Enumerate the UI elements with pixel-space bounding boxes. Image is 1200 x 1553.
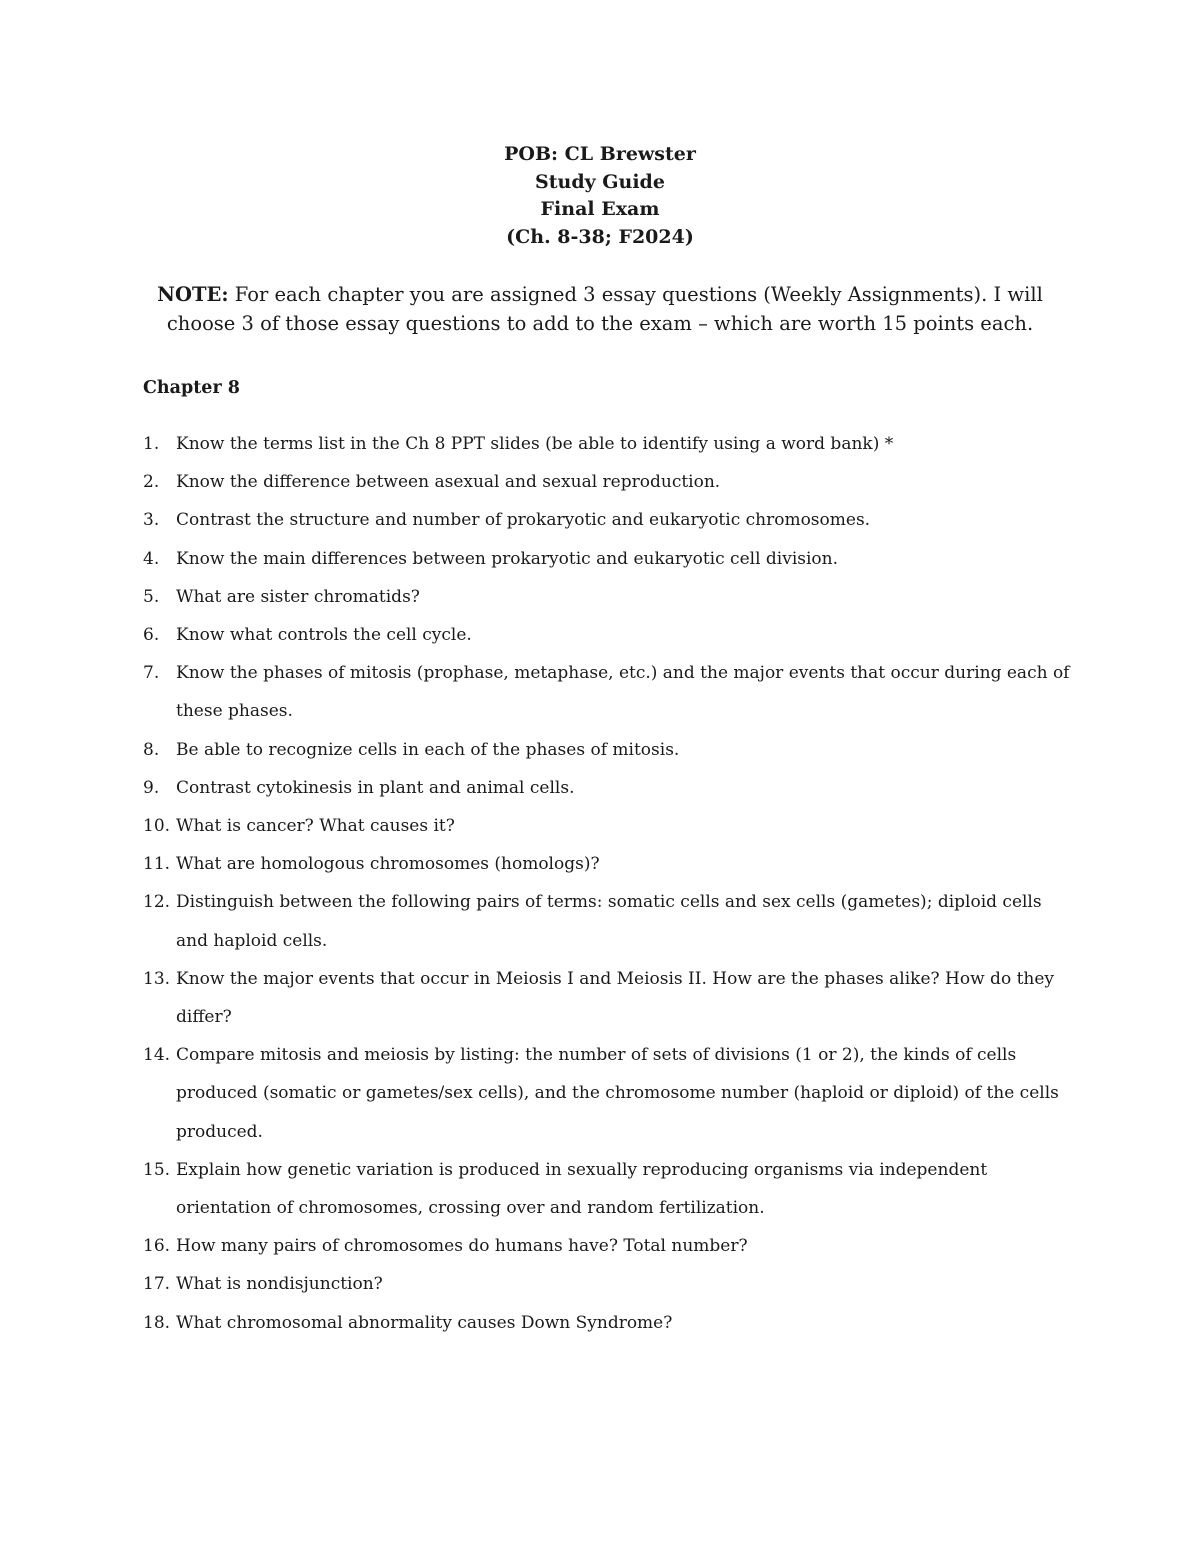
list-item bbox=[143, 731, 1073, 769]
guide-title: Study Guide bbox=[535, 170, 665, 193]
chapter-heading: Chapter 8 bbox=[143, 378, 240, 398]
list-item bbox=[143, 616, 1073, 654]
question-text: Know the phases of mitosis (prophase, metaphase, etc.) and the major events that occur during each of these phases. bbox=[176, 663, 1070, 722]
question-number: 1. bbox=[143, 434, 160, 454]
question-number: 12. bbox=[143, 892, 171, 913]
question-number: 4. bbox=[143, 548, 160, 569]
question-text: Be able to recognize cells in each of the phases of mitosis. bbox=[176, 739, 680, 760]
list-item bbox=[143, 769, 1073, 807]
question-text: Know the terms list in the Ch 8 PPT slides (be able to identify using a word bank) * bbox=[176, 434, 894, 454]
list-item bbox=[143, 540, 1073, 578]
list-item bbox=[143, 845, 1073, 883]
list-item bbox=[143, 1304, 1073, 1342]
question-number: 13. bbox=[143, 968, 171, 989]
question-text: What chromosomal abnormality causes Down Syndrome? bbox=[176, 1312, 673, 1333]
question-text: Contrast the structure and number of prokaryotic and eukaryotic chromosomes. bbox=[176, 510, 871, 531]
question-number: 9. bbox=[143, 777, 160, 798]
question-number: 7. bbox=[143, 663, 160, 684]
question-text: Know the difference between asexual and sexual reproduction. bbox=[176, 472, 721, 493]
question-text: How many pairs of chromosomes do humans have? Total number? bbox=[176, 1236, 748, 1257]
question-number: 16. bbox=[143, 1236, 171, 1257]
list-item bbox=[143, 960, 1073, 1036]
course-title: POB: CL Brewster bbox=[504, 143, 696, 165]
question-text: Distinguish between the following pairs of terms: somatic cells and sex cells (gametes); diploid cells and haploid cells. bbox=[176, 892, 1042, 951]
list-item bbox=[143, 1227, 1073, 1265]
note-text: For each chapter you are assigned 3 essay questions (Weekly Assignments). I will choose 3 of those essay questions to add to the exam – which are worth 15 points each. bbox=[166, 283, 1043, 335]
list-item bbox=[143, 501, 1073, 539]
question-text: What is nondisjunction? bbox=[176, 1274, 383, 1295]
question-text: What are homologous chromosomes (homologs)? bbox=[176, 854, 600, 875]
list-item bbox=[143, 1036, 1073, 1151]
question-number: 11. bbox=[143, 854, 171, 875]
list-item bbox=[143, 578, 1073, 616]
question-text: Know what controls the cell cycle. bbox=[176, 625, 472, 646]
question-text: Know the major events that occur in Meiosis I and Meiosis II. How are the phases alike? How do they differ? bbox=[176, 968, 1055, 1028]
question-number: 18. bbox=[143, 1312, 171, 1333]
list-item bbox=[143, 654, 1073, 730]
question-list bbox=[143, 425, 1073, 1342]
note-paragraph bbox=[120, 280, 1080, 338]
list-item bbox=[143, 1151, 1073, 1227]
question-text: Compare mitosis and meiosis by listing: the number of sets of divisions (1 or 2), the kinds of cells produced (somatic or gametes/sex cells), and the chromosome number (haploid or diploid) of the cells produced. bbox=[176, 1045, 1059, 1142]
list-item bbox=[143, 807, 1073, 845]
question-text: What are sister chromatids? bbox=[176, 586, 420, 607]
question-number: 15. bbox=[143, 1159, 171, 1180]
question-text: What is cancer? What causes it? bbox=[176, 816, 455, 837]
question-number: 14. bbox=[143, 1045, 171, 1066]
question-number: 8. bbox=[143, 739, 160, 760]
list-item bbox=[143, 463, 1073, 501]
list-item bbox=[143, 425, 1073, 463]
question-number: 6. bbox=[143, 625, 160, 646]
exam-title: Final Exam bbox=[540, 198, 660, 220]
question-text: Contrast cytokinesis in plant and animal cells. bbox=[176, 777, 575, 798]
document-header bbox=[0, 141, 1200, 251]
question-number: 2. bbox=[143, 472, 160, 493]
question-text: Explain how genetic variation is produced in sexually reproducing organisms via independent orientation of chromosomes, crossing over and random fertilization. bbox=[176, 1159, 988, 1219]
question-number: 5. bbox=[143, 586, 160, 607]
question-number: 3. bbox=[143, 510, 160, 531]
question-text: Know the main differences between prokaryotic and eukaryotic cell division. bbox=[176, 548, 839, 569]
chapter-range: (Ch. 8-38; F2024) bbox=[506, 225, 694, 248]
note-label: NOTE: bbox=[157, 283, 229, 306]
list-item bbox=[143, 883, 1073, 959]
list-item bbox=[143, 1265, 1073, 1303]
question-number: 17. bbox=[143, 1274, 171, 1295]
question-number: 10. bbox=[143, 816, 171, 837]
